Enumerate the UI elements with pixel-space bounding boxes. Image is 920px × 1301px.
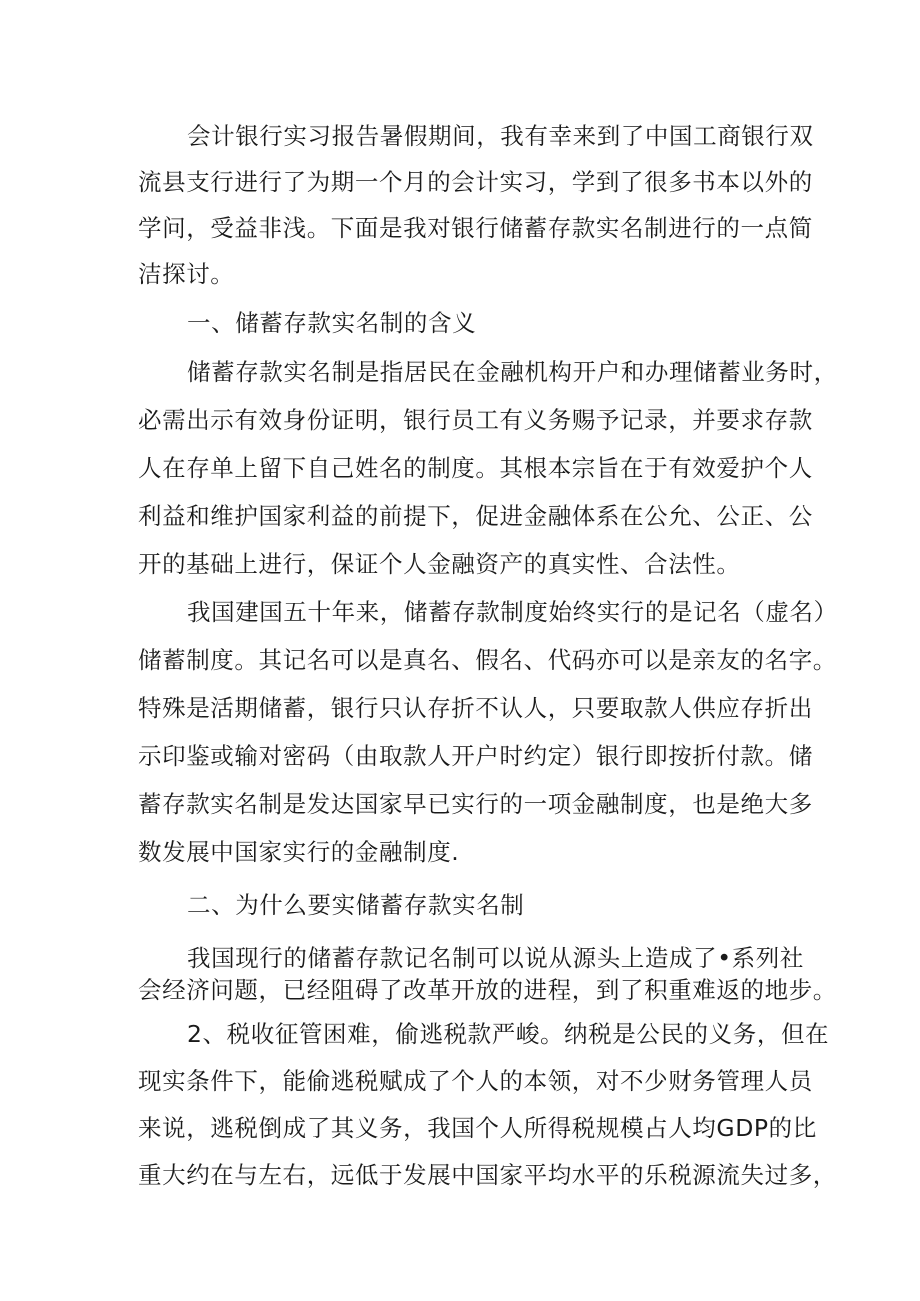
section-heading: 一、储蓄存款实名制的含义 xyxy=(187,309,477,337)
text-line: 特殊是活期储蓄，银行只认存折不认人，只要取款人供应存折出 xyxy=(138,694,813,722)
text-line: 来说，逃税倒成了其义务，我国个人所得税规模占人均GDP的比 xyxy=(138,1114,817,1142)
text-line: 蓄存款实名制是发达国家早已实行的一项金融制度，也是绝大多 xyxy=(138,790,813,818)
text-line: 2、税收征管困难，偷逃税款严峻。纳税是公民的义务，但在 xyxy=(187,1020,830,1048)
text-line: 洁探讨。 xyxy=(138,260,235,288)
section-heading: 二、为什么要实储蓄存款实名制 xyxy=(187,891,525,919)
text-line: 储蓄制度。其记名可以是真名、假名、代码亦可以是亲友的名字。 xyxy=(138,646,837,674)
text-line: 必需出示有效身份证明，银行员工有义务赐予记录，并要求存款 xyxy=(138,406,813,434)
text-line: 我国建国五十年来，储蓄存款制度始终实行的是记名（虚名） xyxy=(187,598,838,626)
text-line: 我国现行的储蓄存款记名制可以说从源头上造成了•系列社 xyxy=(187,944,804,972)
text-line: 会计银行实习报告暑假期间，我有幸来到了中国工商银行双 xyxy=(187,122,814,150)
text-line: 学问，受益非浅。下面是我对银行储蓄存款实名制进行的一点简 xyxy=(138,214,813,242)
text-line: 现实条件下，能偷逃税赋成了个人的本领，对不少财务管理人员 xyxy=(138,1067,813,1095)
text-line: 开的基础上进行，保证个人金融资产的真实性、合法性。 xyxy=(138,550,741,578)
text-line: 重大约在与左右，远低于发展中国家平均水平的乐税源流失过多， xyxy=(138,1161,837,1189)
text-line: 会经济问题，已经阻碍了改革开放的进程，到了积重难返的地步。 xyxy=(138,976,837,1004)
text-line: 储蓄存款实名制是指居民在金融机构开户和办理储蓄业务时， xyxy=(187,358,838,386)
text-line: 示印鉴或输对密码（由取款人开户时约定）银行即按折付款。储 xyxy=(138,742,813,770)
text-line: 流县支行进行了为期一个月的会计实习，学到了很多书本以外的 xyxy=(138,168,813,196)
text-line: 数发展中国家实行的金融制度. xyxy=(138,838,460,866)
text-line: 人在存单上留下自己姓名的制度。其根本宗旨在于有效爱护个人 xyxy=(138,454,813,482)
text-line: 利益和维护国家利益的前提下，促进金融体系在公允、公正、公 xyxy=(138,502,813,530)
